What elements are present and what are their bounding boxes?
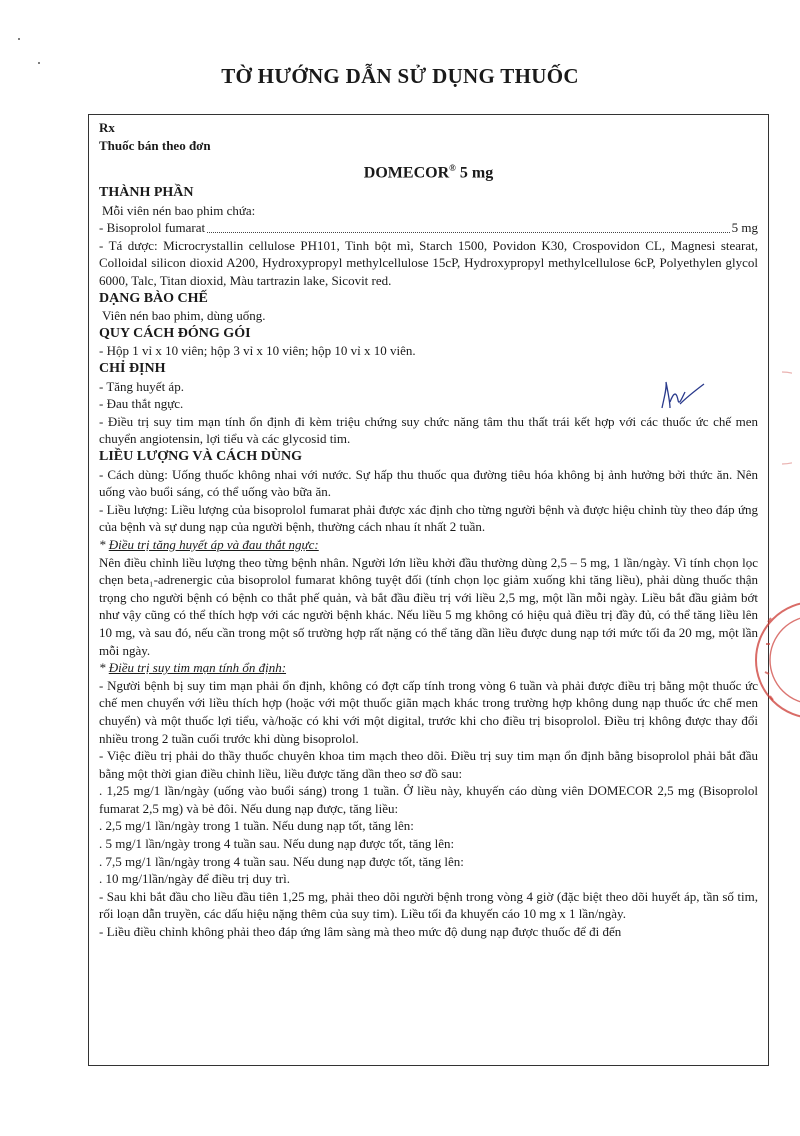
composition-intro: Mỗi viên nén bao phim chứa: [102,202,256,218]
usage-text: - Cách dùng: Uống thuốc không nhai với nước. Sự hấp thu thuốc qua đường tiêu hóa không bị ảnh hưởng bởi thức ăn. Nên uống vào buổi sáng, có thể uống vào bữa ăn. [99,466,758,500]
product-brand: DOMECOR [363,164,450,182]
stamp-mark [752,368,792,468]
leaflet-content-box [88,114,769,1066]
active-ingredient-line [99,219,758,237]
packaging-heading: QUY CÁCH ĐÓNG GÓI [99,325,251,341]
registered-mark: ® [449,163,456,174]
hypertension-subheading: * Điều trị tăng huyết áp và đau thắt ngực: [99,536,319,552]
titration-step: . 10 mg/1lần/ngày để điều trị duy trì. [99,871,290,887]
titration-step: . 2,5 mg/1 lần/ngày trong 1 tuần. Nếu dung nạp tốt, tăng lên: [99,818,414,834]
dosage-form-text: Viên nén bao phim, dùng uống. [102,308,266,324]
titration-step: . 1,25 mg/1 lần/ngày (uống vào buổi sáng) trong 1 tuần. Ở liều này, khuyến cáo dùng viên DOMECOR 2,5 mg (Bisoprolol fumarat 2,5 mg) và bẻ đôi. Nếu dung nạp được, tăng liều: [99,783,758,816]
rx-mark: Rx [99,120,115,135]
titration-step: . 5 mg/1 lần/ngày trong 4 tuần sau. Nếu dung nạp được tốt, tăng lên: [99,836,455,852]
heart-failure-subheading: * Điều trị suy tim mạn tính ổn định: [99,660,287,676]
heart-failure-text: - Người bệnh bị suy tim mạn phải ổn định, không có đợt cấp tính trong vòng 6 tuần và phải được điều trị bằng một thuốc ức chế men chuyển với liều thích hợp (hoặc với một thuốc giãn mạch khác trong trường hợp không dung nạp thuốc ức chế men chuyển) và một thuốc lợi tiểu, và/hoặc có khi với một digital, trước khi cho điều trị bisoprolol. Điều trị không được thay đổi nhiều trong 2 tuần cuối trước khi dùng bisoprolol. [99,677,758,746]
dose-text: - Liều lượng: Liều lượng của bisoprolol fumarat phải được xác định cho từng người bệnh và được hiệu chỉnh tùy theo đáp ứng của bệnh và sự dung nạp của người bệnh, thường cách nhau ít nhất 2 tuần. [99,501,758,535]
composition-heading: THÀNH PHẦN [99,185,194,201]
heart-failure-text: - Việc điều trị phải do thầy thuốc chuyên khoa tim mạch theo dõi. Điều trị suy tim mạn ổn định bằng bisoprolol phải bắt đầu bằng một thời gian điều chỉnh liều, liều được tăng dần theo sơ đồ sau: [99,748,758,781]
dosage-form-heading: DẠNG BÀO CHẾ [99,290,208,306]
active-ingredient-amount: 5 mg [731,220,758,236]
product-name [99,160,758,182]
prescription-note: Thuốc bán theo đơn [99,137,211,153]
titration-step: . 7,5 mg/1 lần/ngày trong 4 tuần sau. Nếu dung nạp được tốt, tăng lên: [99,853,464,869]
continuation-text: - Liều điều chỉnh không phải theo đáp ứng lâm sàng mà theo mức độ dung nạp được thuốc để đi đến [99,924,622,940]
indication-item: - Đau thắt ngực. [99,396,184,412]
product-strength: 5 mg [455,164,494,182]
heart-failure-subheading-text: Điều trị suy tim mạn tính ổn định: [108,660,287,676]
indication-item: - Tăng huyết áp. [99,378,184,394]
dosage-heading: LIỀU LƯỢNG VÀ CÁCH DÙNG [99,449,303,465]
hypertension-text: Nên điều chỉnh liều lượng theo từng bệnh nhân. Người lớn liều khởi đầu thường dùng 2,5 – 5 mg, 1 lần/ngày. Vì tính chọn lọc chẹn beta₁-adrenergic của bisoprolol fumarat không tuyệt đối (tính chọn lọc giảm xuống khi tăng liều), phải dùng thuốc thận trọng cho người bệnh có bệnh co thắt phế quản, và bắt đầu điều trị với liều 2,5 mg, một lần mỗi ngày. Liều bắt đầu giảm bớt như vậy cũng có thể thích hợp với các người bệnh khác. Nếu liều 5 mg không có hiệu quả điều trị đầy đủ, có thể tăng liều lên 10 mg, và sau đó, nếu cần trong một số trường hợp rất nặng có thể tăng dần liều được dung nạp tới mức tối đa 20 mg, một lần mỗi ngày. [99,554,758,658]
active-ingredient-name: - Bisoprolol fumarat [99,220,206,236]
scan-speck [18,38,20,40]
document-title: TỜ HƯỚNG DẪN SỬ DỤNG THUỐC [221,64,579,88]
hypertension-subheading-text: Điều trị tăng huyết áp và đau thắt ngực: [108,536,319,552]
indication-item: - Điều trị suy tim mạn tính ổn định đi kèm triệu chứng suy chức năng tâm thu thất trái kết hợp với các thuốc ức chế men chuyển angiotensin, lợi tiểu và các glycosid tim. [99,413,758,447]
indications-heading: CHỈ ĐỊNH [99,361,166,377]
red-stamp-mark [752,572,800,748]
packaging-text: - Hộp 1 vỉ x 10 viên; hộp 3 vỉ x 10 viên; hộp 10 vỉ x 10 viên. [99,343,416,359]
signature-mark [658,378,706,414]
monitoring-text: - Sau khi bắt đầu cho liều đầu tiên 1,25 mg, phải theo dõi người bệnh trong vòng 4 giờ (đặc biệt theo dõi huyết áp, tần số tim, rối loạn dẫn truyền, các dấu hiệu nặng thêm của suy tim). Liều tối đa khuyến cáo 10 mg x 1 lần/ngày. [99,888,758,922]
excipients-text: - Tá dược: Microcrystallin cellulose PH101, Tinh bột mì, Starch 1500, Povidon K30, Crospovidon CL, Magnesi stearat, Colloidal silicon dioxid A200, Hydroxypropyl methylcellulose 15cP, Hydroxypropyl methylcellulose 6cP, Polyethylen glycol 6000, Talc, Titan dioxid, Màu tartrazin lake, Sicovit red. [99,237,758,289]
leader-dots [207,231,729,233]
